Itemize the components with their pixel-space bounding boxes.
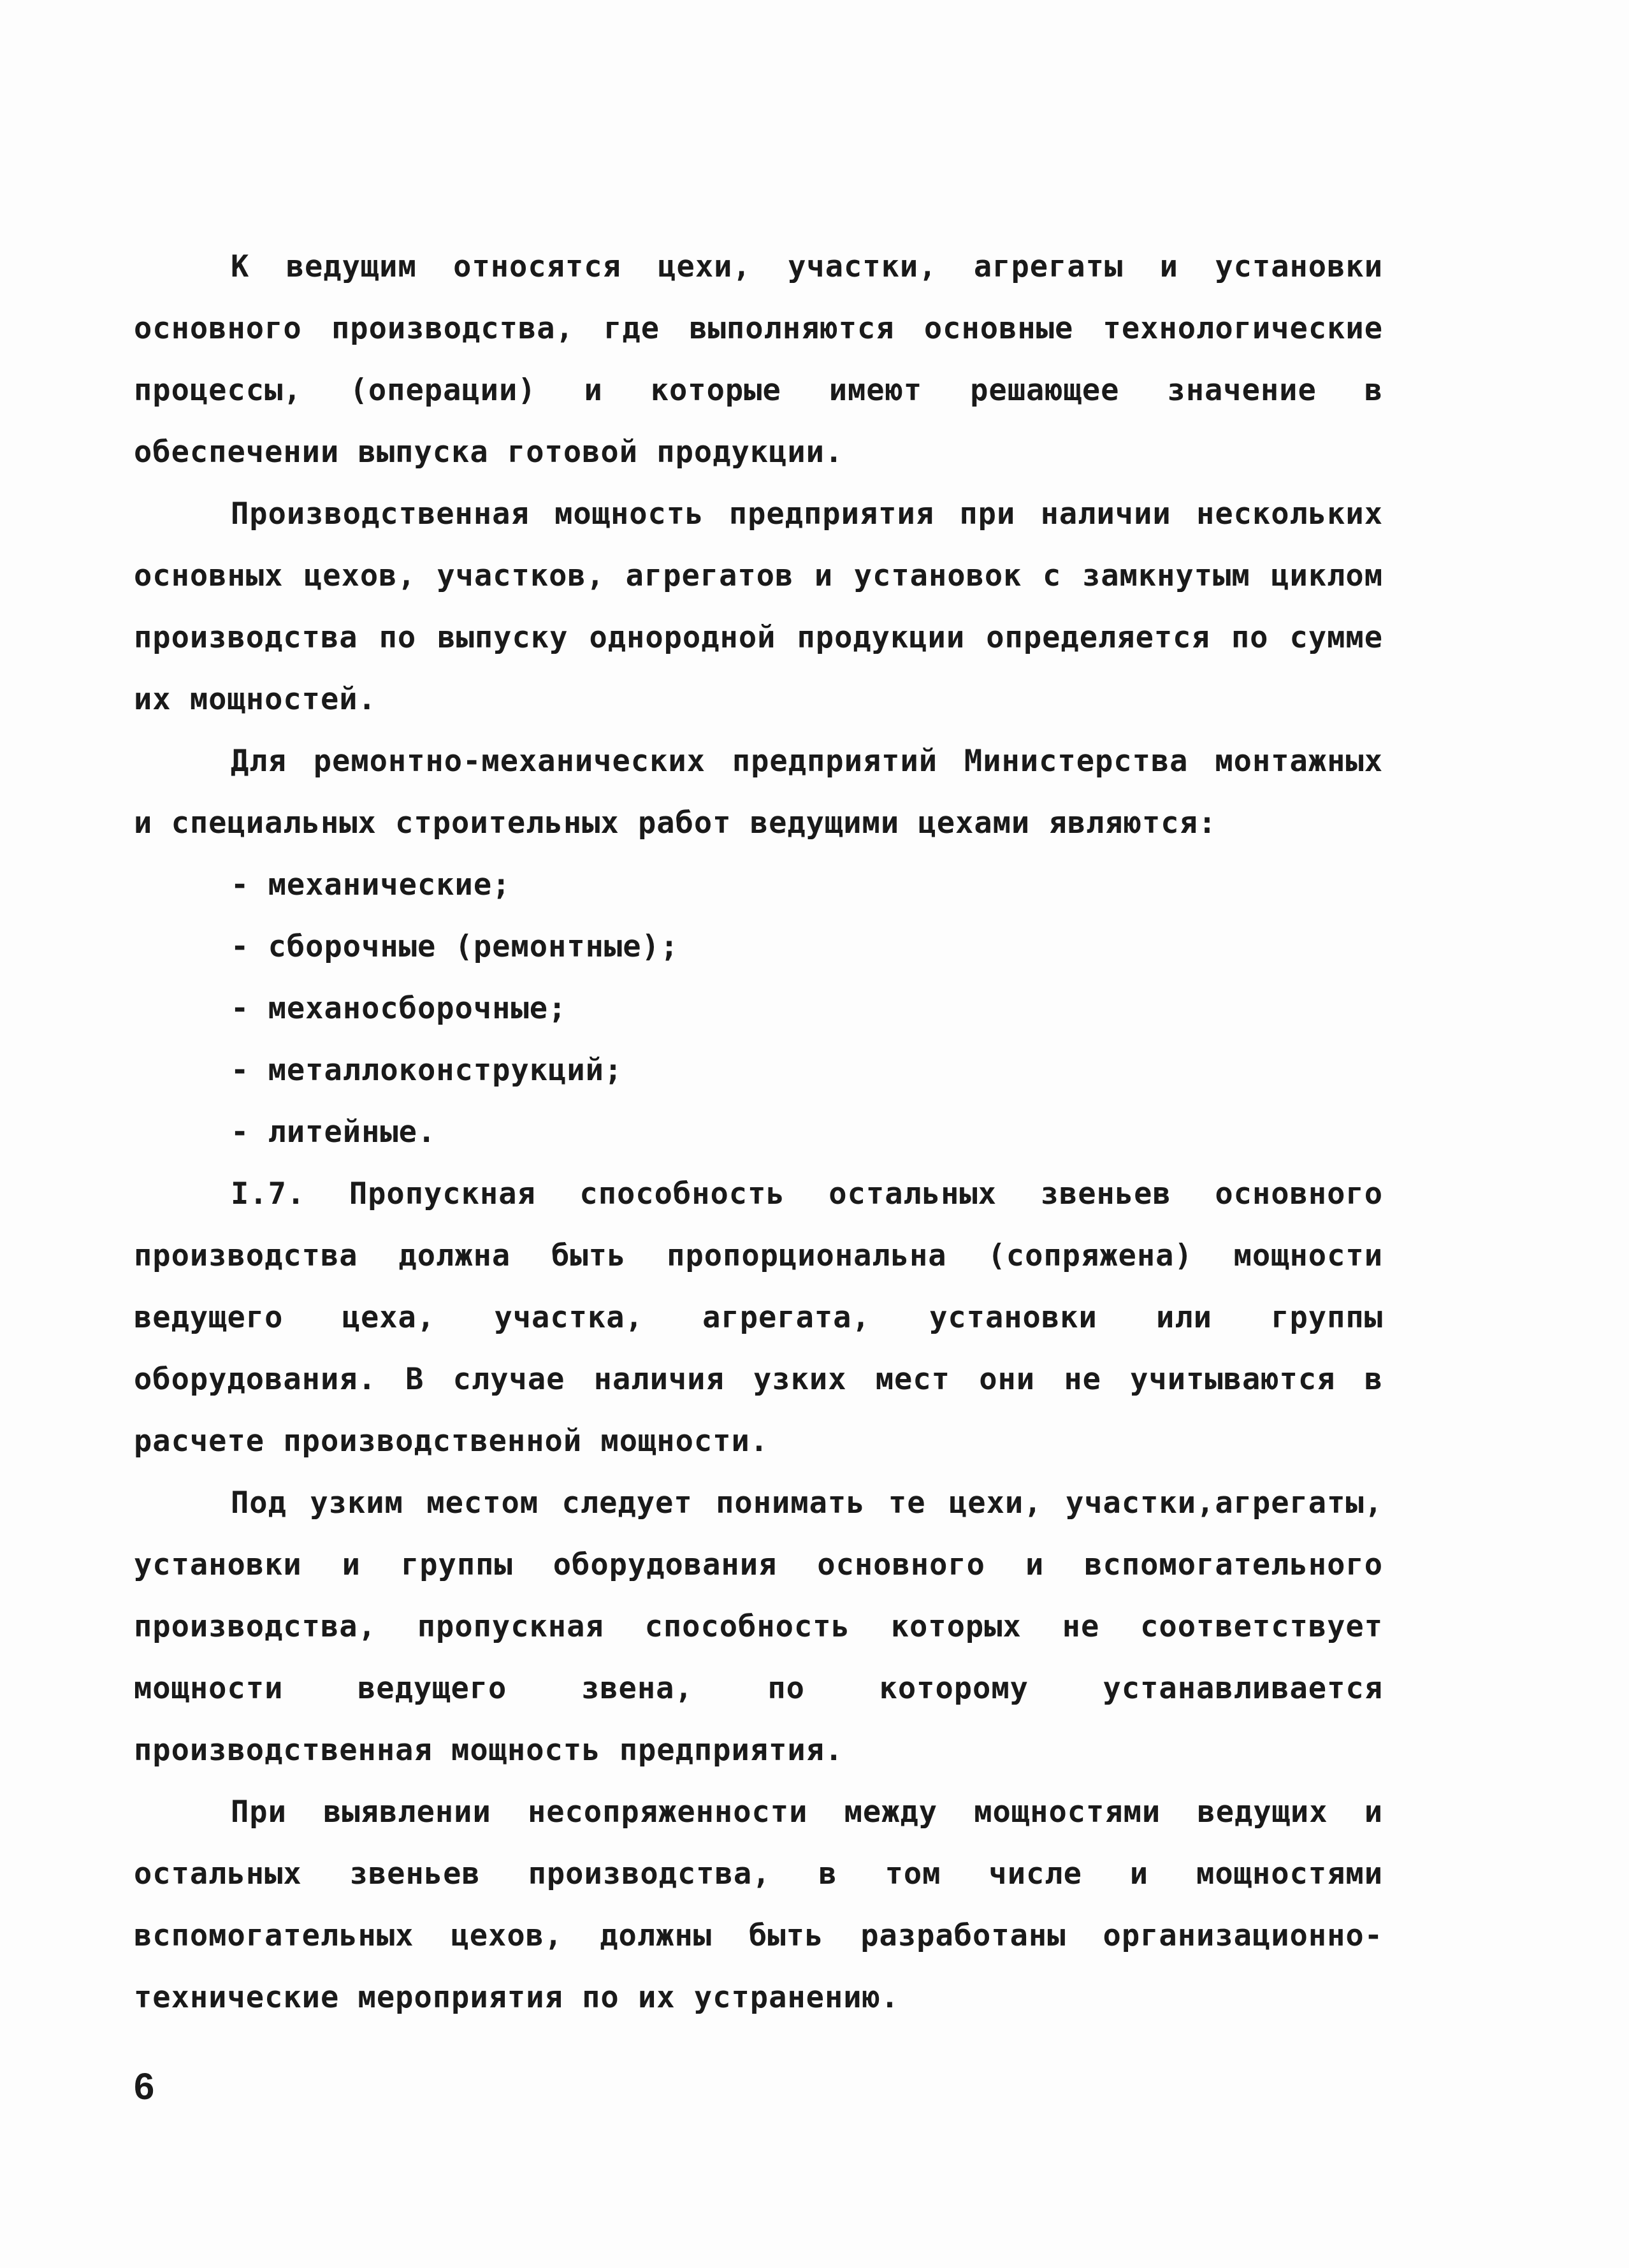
paragraph-throughput: I.7. Пропускная способность остальных звеньев основного производства должна быть пропорциональна (сопряжена) мощности ведущего цеха, участка, агрегата, установки или группы оборудования. В случае наличия узких мест они не учитываются в расчете производственной мощности.: [134, 1176, 1383, 1459]
paragraph-bottleneck: Под узким местом следует понимать те цехи, участки,агрегаты, установки и группы оборудования основного и вспомогательного производства, пропускная способность которых не соответствует мощности ведущего звена, по которому устанавливается производственная мощность предприятия.: [134, 1485, 1383, 1768]
paragraph-leading-units: К ведущим относятся цехи, участки, агрегаты и установки основного производства, где выполняются основные технологические процессы, (операции) и которые имеют решающее значение в обеспечении выпуска готовой продукции.: [134, 249, 1383, 470]
paragraph-measures: При выявлении несопряженности между мощностями ведущих и остальных звеньев производства, в том числе и мощностями вспомогательных цехов, должны быть разработаны организационно-технические мероприятия по их устранению.: [134, 1795, 1383, 2015]
list-item: - литейные.: [231, 1115, 437, 1150]
list-item: - металлоконструкций;: [231, 1053, 623, 1088]
list-item: - механические;: [231, 867, 511, 902]
body-text: [134, 236, 1383, 2028]
leading-shops-list: [134, 854, 1383, 1163]
list-item: - сборочные (ремонтные);: [231, 929, 679, 964]
paragraph-leading-shops-intro: Для ремонтно-механических предприятий Министерства монтажных и специальных строительных работ ведущими цехами являются:: [134, 744, 1383, 841]
list-item: - механосборочные;: [231, 991, 567, 1026]
paragraph-capacity-sum: Производственная мощность предприятия при наличии нескольких основных цехов, участков, агрегатов и установок с замкнутым циклом производства по выпуску однородной продукции определяется по сумме их мощностей.: [134, 496, 1383, 717]
page-number: 6: [134, 2066, 155, 2107]
